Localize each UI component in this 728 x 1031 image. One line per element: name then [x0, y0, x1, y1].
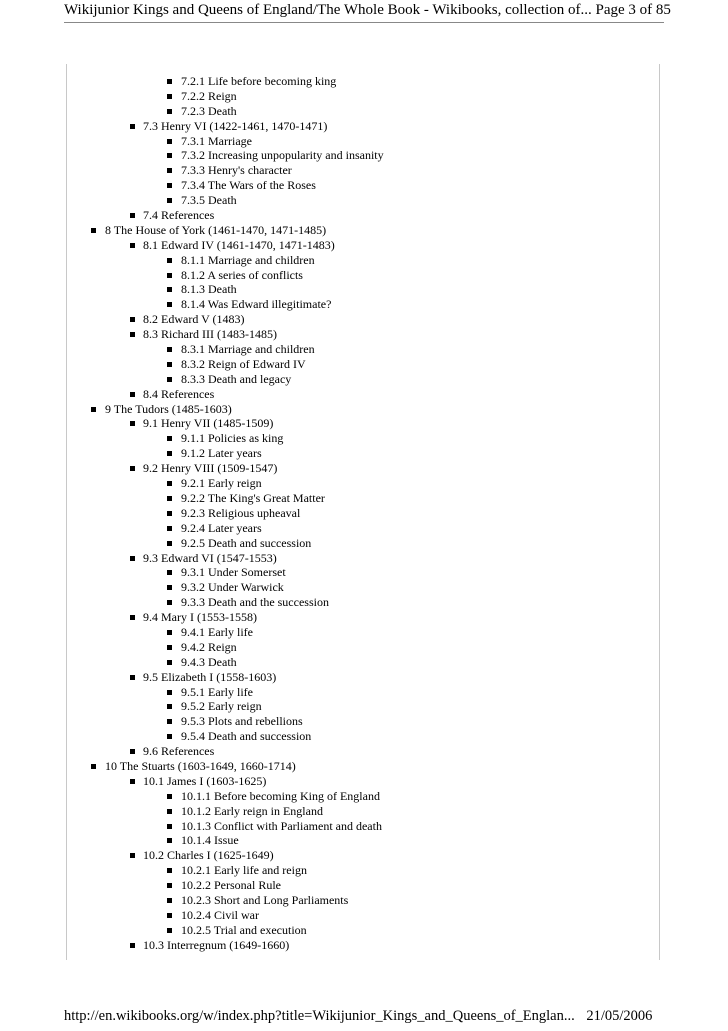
toc-item[interactable] — [0, 655, 728, 670]
toc-item-label[interactable]: 9.2.3 Religious upheaval — [181, 505, 301, 520]
toc-item[interactable] — [0, 536, 728, 551]
footer-date: 21/05/2006 — [586, 1008, 653, 1024]
square-bullet-icon — [91, 228, 96, 233]
square-bullet-icon — [167, 883, 172, 888]
square-bullet-icon — [130, 556, 135, 561]
square-bullet-icon — [167, 362, 172, 367]
toc-item-label[interactable]: 7.3.5 Death — [181, 193, 237, 208]
toc-item-label[interactable]: 8.1.1 Marriage and children — [181, 252, 315, 267]
square-bullet-icon — [167, 302, 172, 307]
square-bullet-icon — [167, 630, 172, 635]
square-bullet-icon — [130, 392, 135, 397]
square-bullet-icon — [167, 79, 172, 84]
toc-item-label[interactable]: 9.5.2 Early reign — [181, 699, 262, 714]
square-bullet-icon — [167, 570, 172, 575]
square-bullet-icon — [167, 139, 172, 144]
toc-item[interactable] — [0, 253, 728, 268]
toc-item-label[interactable]: 9.3 Edward VI (1547-1553) — [143, 550, 277, 565]
toc-item-label[interactable]: 9.5.1 Early life — [181, 684, 253, 699]
square-bullet-icon — [167, 451, 172, 456]
toc-item-label[interactable]: 9.5 Elizabeth I (1558-1603) — [143, 669, 277, 684]
toc-item-label[interactable]: 10.2.4 Civil war — [181, 907, 259, 922]
toc-item[interactable] — [0, 74, 728, 89]
square-bullet-icon — [130, 779, 135, 784]
toc-item-label[interactable]: 7.3.3 Henry's character — [181, 163, 292, 178]
toc-item[interactable] — [0, 610, 728, 625]
square-bullet-icon — [130, 124, 135, 129]
square-bullet-icon — [167, 704, 172, 709]
toc-item-label[interactable]: 8.4 References — [143, 386, 215, 401]
toc-item-label[interactable]: 8.1.2 A series of conflicts — [181, 267, 303, 282]
toc-item[interactable] — [0, 506, 728, 521]
toc-item[interactable] — [0, 699, 728, 714]
toc-item[interactable] — [0, 402, 728, 417]
square-bullet-icon — [167, 273, 172, 278]
toc-item-label[interactable]: 9.3.3 Death and the succession — [181, 595, 329, 610]
square-bullet-icon — [167, 481, 172, 486]
toc-item[interactable] — [0, 670, 728, 685]
toc-item[interactable] — [0, 804, 728, 819]
toc-item[interactable] — [0, 312, 728, 327]
toc-item-label[interactable]: 7.3.2 Increasing unpopularity and insanity — [181, 148, 384, 163]
toc-item[interactable] — [0, 357, 728, 372]
toc-item-label[interactable]: 9.2.2 The King's Great Matter — [181, 490, 325, 505]
square-bullet-icon — [130, 317, 135, 322]
square-bullet-icon — [130, 615, 135, 620]
toc-item[interactable] — [0, 208, 728, 223]
toc-item-label[interactable]: 8.3 Richard III (1483-1485) — [143, 327, 277, 342]
toc-item-label[interactable]: 8.3.2 Reign of Edward IV — [181, 356, 306, 371]
square-bullet-icon — [130, 466, 135, 471]
square-bullet-icon — [167, 347, 172, 352]
toc-item-label[interactable]: 10.1.2 Early reign in England — [181, 803, 323, 818]
square-bullet-icon — [167, 719, 172, 724]
toc-item-label[interactable]: 9.4 Mary I (1553-1558) — [143, 610, 257, 625]
toc-item[interactable] — [0, 685, 728, 700]
toc-item-label[interactable]: 9.2 Henry VIII (1509-1547) — [143, 461, 278, 476]
toc-item[interactable] — [0, 923, 728, 938]
footer-url[interactable]: http://en.wikibooks.org/w/index.php?title=Wikijunior_Kings_and_Queens_of_Englan... — [64, 1008, 575, 1024]
toc-item-label[interactable]: 9.6 References — [143, 744, 215, 759]
toc-item-label[interactable]: 9.3.1 Under Somerset — [181, 565, 286, 580]
square-bullet-icon — [130, 675, 135, 680]
toc-item[interactable] — [0, 878, 728, 893]
toc-item[interactable] — [0, 908, 728, 923]
toc-item[interactable] — [0, 446, 728, 461]
toc-item[interactable] — [0, 833, 728, 848]
toc-item-label[interactable]: 8 The House of York (1461-1470, 1471-1485) — [105, 222, 327, 237]
toc-item-label[interactable]: 10.3 Interregnum (1649-1660) — [143, 937, 290, 952]
toc-item[interactable] — [0, 848, 728, 863]
toc-item-label[interactable]: 7.3 Henry VI (1422-1461, 1470-1471) — [143, 118, 328, 133]
square-bullet-icon — [130, 213, 135, 218]
square-bullet-icon — [167, 109, 172, 114]
toc-item-label[interactable]: 9.2.5 Death and succession — [181, 535, 312, 550]
toc-item-label[interactable]: 9.3.2 Under Warwick — [181, 580, 284, 595]
square-bullet-icon — [167, 690, 172, 695]
square-bullet-icon — [167, 824, 172, 829]
toc-item[interactable] — [0, 89, 728, 104]
toc-item[interactable] — [0, 819, 728, 834]
header-divider — [64, 22, 664, 23]
toc-item[interactable] — [0, 148, 728, 163]
square-bullet-icon — [167, 645, 172, 650]
toc-item[interactable] — [0, 223, 728, 238]
toc-item-label[interactable]: 9.1.2 Later years — [181, 446, 262, 461]
square-bullet-icon — [167, 928, 172, 933]
table-of-contents — [0, 74, 728, 953]
toc-item-label[interactable]: 9.4.3 Death — [181, 654, 237, 669]
square-bullet-icon — [130, 332, 135, 337]
toc-item[interactable] — [0, 387, 728, 402]
square-bullet-icon — [130, 421, 135, 426]
square-bullet-icon — [167, 496, 172, 501]
toc-item-label[interactable]: 10.2 Charles I (1625-1649) — [143, 848, 274, 863]
square-bullet-icon — [167, 511, 172, 516]
square-bullet-icon — [167, 838, 172, 843]
toc-item[interactable] — [0, 416, 728, 431]
toc-item[interactable] — [0, 238, 728, 253]
toc-item-label[interactable]: 10.2.5 Trial and execution — [181, 922, 307, 937]
square-bullet-icon — [167, 258, 172, 263]
toc-item[interactable] — [0, 580, 728, 595]
square-bullet-icon — [130, 243, 135, 248]
toc-item-label[interactable]: 8.3.3 Death and legacy — [181, 371, 292, 386]
square-bullet-icon — [91, 764, 96, 769]
toc-item-label[interactable]: 7.2.2 Reign — [181, 88, 237, 103]
square-bullet-icon — [167, 526, 172, 531]
toc-item-label[interactable]: 10.1.1 Before becoming King of England — [181, 788, 380, 803]
toc-item[interactable] — [0, 372, 728, 387]
toc-item[interactable] — [0, 476, 728, 491]
toc-item[interactable] — [0, 193, 728, 208]
toc-item-label[interactable]: 10.1.4 Issue — [181, 833, 239, 848]
square-bullet-icon — [167, 287, 172, 292]
toc-item[interactable] — [0, 640, 728, 655]
square-bullet-icon — [167, 585, 172, 590]
square-bullet-icon — [130, 943, 135, 948]
toc-item-label[interactable]: 9.1.1 Policies as king — [181, 431, 284, 446]
toc-item[interactable] — [0, 565, 728, 580]
square-bullet-icon — [167, 809, 172, 814]
toc-item[interactable] — [0, 551, 728, 566]
toc-item-label[interactable]: 9.2.4 Later years — [181, 520, 262, 535]
square-bullet-icon — [167, 436, 172, 441]
square-bullet-icon — [167, 377, 172, 382]
toc-item[interactable] — [0, 342, 728, 357]
toc-item-label[interactable]: 7.2.3 Death — [181, 103, 237, 118]
toc-item-label[interactable]: 7.3.1 Marriage — [181, 133, 252, 148]
toc-item-label[interactable]: 8.3.1 Marriage and children — [181, 342, 315, 357]
toc-item[interactable] — [0, 461, 728, 476]
toc-item-label[interactable]: 10.2.1 Early life and reign — [181, 863, 307, 878]
toc-item-label[interactable]: 9 The Tudors (1485-1603) — [105, 401, 232, 416]
square-bullet-icon — [167, 183, 172, 188]
toc-item[interactable] — [0, 625, 728, 640]
toc-item[interactable] — [0, 759, 728, 774]
toc-item[interactable] — [0, 178, 728, 193]
toc-item[interactable] — [0, 282, 728, 297]
toc-item[interactable] — [0, 491, 728, 506]
toc-item-label[interactable]: 7.2.1 Life before becoming king — [181, 74, 337, 88]
toc-item[interactable] — [0, 863, 728, 878]
square-bullet-icon — [130, 853, 135, 858]
toc-item-label[interactable]: 9.2.1 Early reign — [181, 476, 262, 491]
square-bullet-icon — [167, 794, 172, 799]
toc-item[interactable] — [0, 297, 728, 312]
toc-item[interactable] — [0, 729, 728, 744]
square-bullet-icon — [167, 153, 172, 158]
toc-item-label[interactable]: 9.5.4 Death and succession — [181, 729, 312, 744]
toc-item[interactable] — [0, 163, 728, 178]
toc-item[interactable] — [0, 774, 728, 789]
toc-item-label[interactable]: 7.4 References — [143, 208, 215, 223]
square-bullet-icon — [167, 198, 172, 203]
toc-item-label[interactable]: 9.4.2 Reign — [181, 639, 237, 654]
toc-item-label[interactable]: 10.1 James I (1603-1625) — [143, 773, 267, 788]
toc-item-label[interactable]: 8.2 Edward V (1483) — [143, 312, 245, 327]
square-bullet-icon — [167, 600, 172, 605]
square-bullet-icon — [167, 541, 172, 546]
square-bullet-icon — [167, 898, 172, 903]
square-bullet-icon — [167, 913, 172, 918]
toc-item[interactable] — [0, 327, 728, 342]
page-header: Wikijunior Kings and Queens of England/The Whole Book - Wikibooks, collection of... Page 3 of 85 — [64, 2, 671, 18]
toc-item-label[interactable]: 8.1 Edward IV (1461-1470, 1471-1483) — [143, 237, 335, 252]
toc-item[interactable] — [0, 789, 728, 804]
toc-item-label[interactable]: 7.3.4 The Wars of the Roses — [181, 178, 316, 193]
toc-item-label[interactable]: 9.5.3 Plots and rebellions — [181, 714, 303, 729]
toc-item[interactable] — [0, 119, 728, 134]
square-bullet-icon — [167, 94, 172, 99]
toc-item[interactable] — [0, 104, 728, 119]
toc-item-label[interactable]: 10 The Stuarts (1603-1649, 1660-1714) — [105, 758, 296, 773]
square-bullet-icon — [130, 749, 135, 754]
toc-item-label[interactable]: 10.2.3 Short and Long Parliaments — [181, 892, 349, 907]
toc-item[interactable] — [0, 134, 728, 149]
toc-item-label[interactable]: 8.1.3 Death — [181, 282, 237, 297]
toc-item[interactable] — [0, 893, 728, 908]
toc-item-label[interactable]: 9.1 Henry VII (1485-1509) — [143, 416, 274, 431]
toc-item-label[interactable]: 10.1.3 Conflict with Parliament and death — [181, 818, 382, 833]
toc-item[interactable] — [0, 521, 728, 536]
square-bullet-icon — [167, 168, 172, 173]
toc-item[interactable] — [0, 268, 728, 283]
toc-item-label[interactable]: 8.1.4 Was Edward illegitimate? — [181, 297, 332, 312]
toc-item[interactable] — [0, 744, 728, 759]
square-bullet-icon — [167, 734, 172, 739]
page-footer — [64, 1007, 652, 1025]
toc-item-label[interactable]: 9.4.1 Early life — [181, 624, 253, 639]
toc-item[interactable] — [0, 431, 728, 446]
square-bullet-icon — [91, 407, 96, 412]
toc-item[interactable] — [0, 595, 728, 610]
square-bullet-icon — [167, 660, 172, 665]
square-bullet-icon — [167, 868, 172, 873]
toc-item-label[interactable]: 10.2.2 Personal Rule — [181, 878, 281, 893]
toc-item[interactable] — [0, 938, 728, 953]
toc-item[interactable] — [0, 714, 728, 729]
